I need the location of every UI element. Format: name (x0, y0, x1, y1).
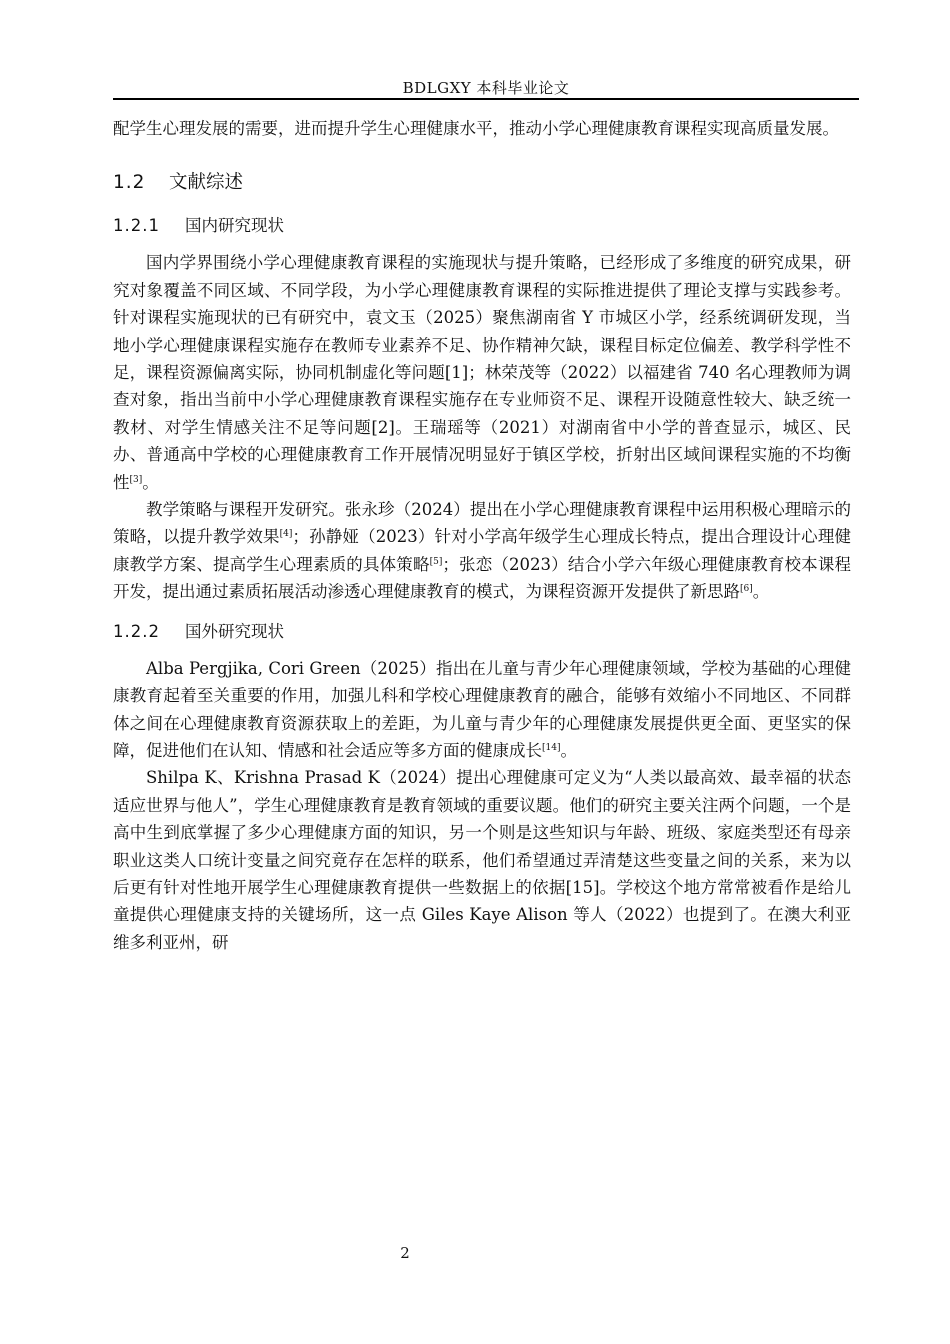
paragraph-text: ；张恋（2023）结合小学六年级心理健康教育校本课程开发，提出通过素质拓展活动渗透心理健康教育的模式，为课程资源开发提供了新思路 (113, 554, 852, 602)
domestic-research-paragraph-1 (113, 249, 851, 496)
paragraph-text: ；孙静娅（2023）针对小学高年级学生心理成长特点，提出合理设计心理健康教学方案、提高学生心理素质的具体策略 (113, 527, 852, 574)
citation: [14] (542, 742, 561, 753)
section-heading-1-2 (113, 170, 851, 196)
paragraph-end: 。 (142, 472, 159, 492)
document-body (113, 115, 851, 956)
subsection-title: 国内研究现状 (185, 216, 284, 236)
header-rule (113, 98, 859, 100)
paragraph-text: 教学策略与课程开发研究。张永珍（2024）提出在小学心理健康教育课程中运用积极心理暗示的策略，以提升教学效果 (113, 500, 851, 547)
subsection-heading-1-2-2 (113, 619, 851, 645)
opening-paragraph: 配学生心理发展的需要，进而提升学生心理健康水平，推动小学心理健康教育课程实现高质量发展。 (113, 119, 839, 138)
citation: [4] (279, 529, 293, 540)
citation: [3] (129, 474, 143, 485)
paragraph-end: 。 (752, 582, 770, 602)
foreign-research-paragraph-2: Shilpa K、Krishna Prasad K（2024）提出心理健康可定义为“人类以最高效、最幸福的状态适应世界与他人”，学生心理健康教育是教育领域的重要议题。他们的研究主要关注两个问题，一个是高中生到底掌握了多少心理健康方面的知识，另一个则是这些知识与年龄、班级、家庭类型还有母亲职业这类人口统计变量之间究竟存在怎样的联系，他们希望通过弄清楚这些变量之间的关系，来为以后更有针对性地开展学生心理健康教育提供一些数据上的依据[15]。学校这个地方常常被看作是给儿童提供心理健康支持的关键场所，这一点 Giles Kaye Alison 等人（2022）也提到了。在澳大利亚维多利亚州，研 (113, 768, 851, 952)
running-header: BDLGXY 本科毕业论文 (402, 79, 570, 97)
subsection-title: 国外研究现状 (185, 621, 284, 641)
subsection-number: 1.2.2 (113, 621, 160, 641)
paragraph-end: 。 (560, 740, 577, 760)
section-number: 1.2 (113, 172, 146, 194)
paragraph-text: 国内学界围绕小学心理健康教育课程的实施现状与提升策略，已经形成了多维度的研究成果，研究对象覆盖不同区域、不同学段，为小学心理健康教育课程的实际推进提供了理论支撑与实践参考。针对课程实施现状的已有研究中，袁文玉（2025）聚焦湖南省 Y 市城区小学，经系统调研发现，当地小学心理健康课程实施存在教师专业素养不足、协作精神欠缺，课程目标定位偏差、教学科学性不足，课程资源偏离实际，协同机制虚化等问题[1]；林荣茂等（2022）以福建省 740 名心理教师为调查对象，指出当前中小学心理健康教育课程实施存在专业师资不足、课程开设随意性较大、缺乏统一教材、对学生情感关注不足等问题[2]。王瑞瑶等（2021）对湖南省中小学的普查显示，城区、民办、普通高中学校的心理健康教育工作开展情况明显好于镇区学校，折射出区域间课程实施的不均衡性 (113, 253, 851, 492)
subsection-number: 1.2.1 (113, 216, 160, 236)
paragraph-text: Alba Pergjika, Cori Green（2025）指出在儿童与青少年心理健康领域，学校为基础的心理健康教育起着至关重要的作用，加强儿科和学校心理健康教育的融合，能够有效缩小不同地区、不同群体之间在心理健康教育资源获取上的差距，为儿童与青少年的心理健康发展提供更全面、更坚实的保障，促进他们在认知、情感和社会适应等多方面的健康成长 (113, 658, 851, 760)
citation: [6] (740, 584, 753, 595)
section-title: 文献综述 (169, 172, 244, 194)
domestic-research-paragraph-2 (113, 496, 851, 606)
subsection-heading-1-2-1 (113, 213, 851, 239)
citation: [5] (429, 556, 443, 567)
page-number: 2 (400, 1244, 410, 1262)
foreign-research-paragraph-1 (113, 655, 851, 765)
